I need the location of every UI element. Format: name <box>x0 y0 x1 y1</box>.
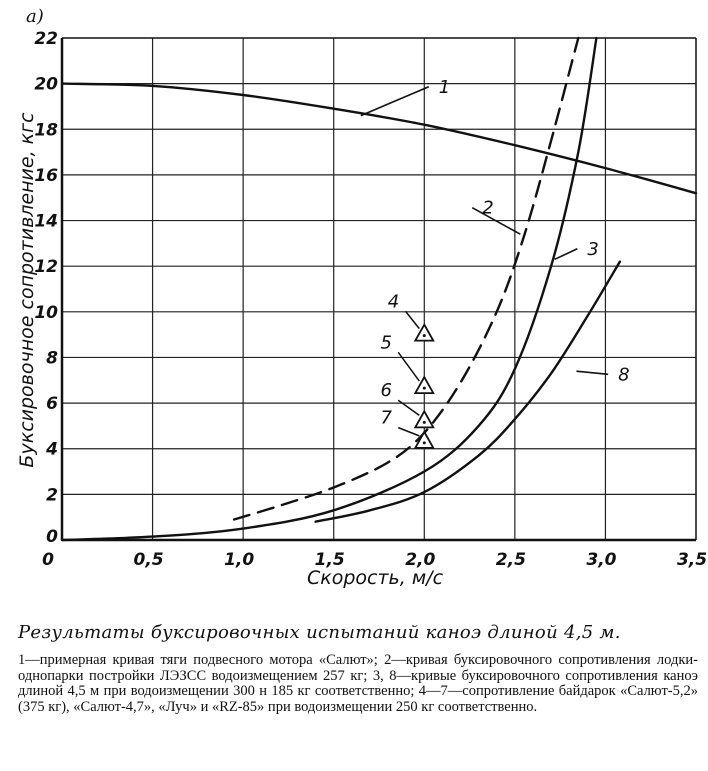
y-tick-label: 22 <box>34 29 58 49</box>
marker-dot-4 <box>423 334 426 337</box>
series-group <box>62 38 696 540</box>
x-tick-label: 2,0 <box>405 550 436 570</box>
plot-frame <box>62 38 696 540</box>
series-label-3: 3 <box>587 238 599 260</box>
x-tick-label: 0 <box>42 550 54 570</box>
x-tick-label: 3,0 <box>586 550 617 570</box>
y-tick-label: 20 <box>34 74 58 95</box>
series-label-8: 8 <box>618 364 630 386</box>
series-line-8 <box>316 262 620 522</box>
series-labels <box>361 77 630 436</box>
point-leader-7 <box>398 428 419 436</box>
y-tick-label-zero: 0 <box>46 527 58 547</box>
x-tick-label: 0,5 <box>133 550 164 570</box>
point-label-6: 6 <box>380 380 392 402</box>
y-tick-label: 12 <box>34 257 58 278</box>
y-tick-label: 16 <box>34 165 58 186</box>
point-leader-5 <box>398 352 419 381</box>
label-leader-1 <box>361 87 429 116</box>
series-label-2: 2 <box>482 197 494 219</box>
figure-caption <box>18 622 698 715</box>
x-tick-label: 3,5 <box>676 550 708 570</box>
x-tick-label: 1,5 <box>314 550 345 570</box>
caption-body: 1—примерная кривая тяги подвесного мотора «Салют»; 2—кривая буксировочного сопротивления лодки-однопарки постройки ЛЭЗСС водоизмещением 257 кг; 3, 8—кривые буксировочного сопротивления каноэ длиной 4,5 м при водоизмещении 300 н 185 кг соответственно; 4—7—сопротивление байдарок «Салют-5,2» (375 кг), «Салют-4,7», «Луч» и «RZ-85» при водоизмещении 250 кг соответственно. <box>18 652 698 715</box>
marker-dot-7 <box>423 441 426 444</box>
y-axis-label: Буксировочное сопротивление, кгс <box>16 112 38 468</box>
y-tick-label: 14 <box>34 211 58 232</box>
point-label-5: 5 <box>380 332 392 354</box>
x-tick-label: 2,5 <box>495 550 526 570</box>
point-label-4: 4 <box>387 291 400 313</box>
y-tick-label: 18 <box>34 120 58 141</box>
point-leader-4 <box>405 311 419 328</box>
marker-dot-5 <box>423 387 426 390</box>
panel-label: а) <box>26 6 44 27</box>
y-tick-label: 4 <box>46 439 58 460</box>
y-tick-label: 2 <box>46 485 58 506</box>
y-tick-label: 8 <box>46 348 58 369</box>
label-leader-3 <box>555 249 578 260</box>
x-axis-label: Скорость, м/с <box>306 567 444 589</box>
x-tick-label: 1,0 <box>224 550 255 570</box>
y-tick-label: 10 <box>34 302 58 323</box>
grid <box>62 38 696 540</box>
point-label-7: 7 <box>380 407 392 429</box>
caption-title: Результаты буксировочных испытаний каноэ длиной 4,5 м. <box>18 622 621 643</box>
label-leader-8 <box>576 371 608 374</box>
series-line-2 <box>234 38 578 520</box>
tick-labels <box>34 29 707 570</box>
y-tick-label: 6 <box>46 394 58 415</box>
marker-dot-6 <box>423 421 426 424</box>
series-line-1 <box>62 84 696 194</box>
series-label-1: 1 <box>438 76 451 98</box>
series-line-3 <box>62 38 599 540</box>
